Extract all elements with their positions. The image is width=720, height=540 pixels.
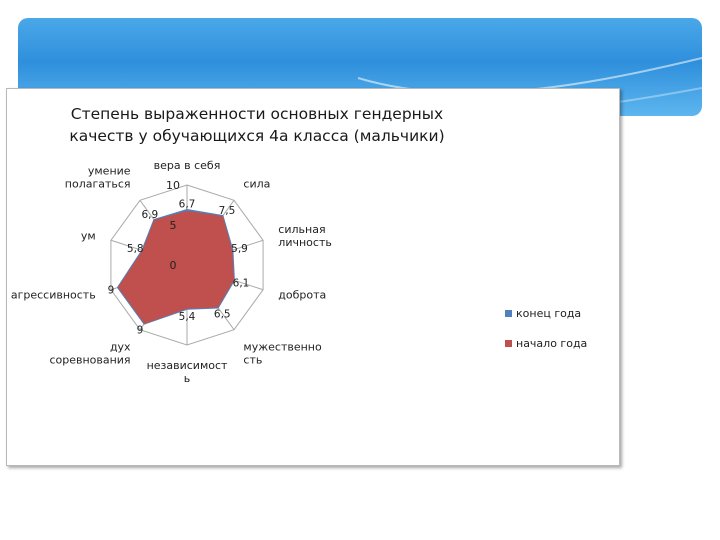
category-label: умение [87, 164, 131, 178]
category-label: ум [80, 229, 96, 243]
legend-item-start [505, 337, 587, 350]
category-label: сила [243, 177, 271, 191]
category-label: соревнования [49, 353, 131, 367]
chart-title-line-2: качеств у обучающихся 4а класса (мальчики) [69, 127, 445, 145]
chart-container [6, 88, 620, 466]
category-label: агрессивность [10, 288, 96, 302]
category-label: мужественно [243, 340, 322, 354]
category-label: полагаться [64, 177, 131, 191]
axis-tick-label: 0 [169, 259, 177, 272]
data-label: 9 [107, 284, 115, 297]
data-label: 6,5 [213, 308, 231, 321]
data-label: 7,5 [218, 204, 236, 217]
legend-item-end [505, 307, 581, 320]
data-label: 6,7 [178, 198, 196, 211]
chart-title-line-1: Степень выраженности основных гендерных [70, 105, 444, 123]
legend-swatch-start [505, 340, 512, 347]
data-label: 5,8 [126, 243, 144, 256]
axis-tick-label: 10 [166, 179, 180, 192]
category-label: ь [183, 372, 191, 385]
radar-chart [7, 89, 619, 465]
category-label: вера в себя [153, 159, 221, 172]
data-label: 9 [136, 324, 144, 337]
data-label: 6,9 [141, 208, 159, 221]
category-label: личность [278, 235, 332, 249]
legend-label-end: конец года [516, 307, 582, 320]
category-label: независимост [146, 359, 228, 372]
data-label: 5,4 [178, 311, 196, 324]
data-label: 5,9 [231, 242, 248, 255]
legend-label-start: начало года [516, 337, 588, 350]
category-label: дух [109, 340, 131, 354]
category-label: доброта [278, 288, 327, 302]
category-label: сть [243, 353, 263, 367]
category-label: сильная [278, 222, 326, 236]
axis-tick-label: 5 [169, 219, 177, 232]
legend-swatch-end [505, 310, 512, 317]
data-label: 6,1 [232, 277, 250, 290]
